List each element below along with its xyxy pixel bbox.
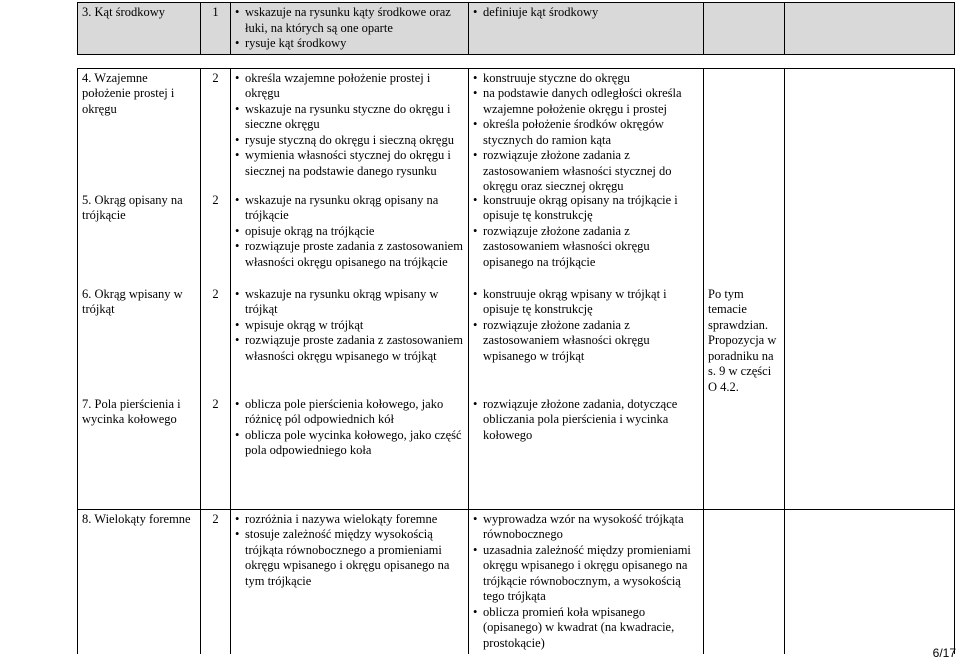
list-item: • rozwiązuje złożone zadania z zastosowaniem własności stycznej do okręgu oraz siecznej okręgu (473, 148, 699, 195)
curriculum-table (77, 2, 955, 654)
list-item: • na podstawie danych odległości określa wzajemne położenie okręgu i prostej (473, 86, 699, 117)
table-row (78, 68, 955, 509)
topic-cell: 3. Kąt środkowy (78, 3, 201, 55)
empty-cell (785, 68, 955, 509)
hours-text: 2 (212, 286, 219, 301)
list-item: • wymienia własności stycznej do okręgu i siecznej na podstawie danego rysunku (235, 148, 464, 179)
notes-cell (704, 3, 785, 55)
list-item: • opisuje okrąg na trójkącie (235, 224, 464, 240)
hours-cell (201, 68, 231, 509)
basic-requirements-cell (231, 68, 469, 509)
list-item: • wpisuje okrąg w trójkąt (235, 318, 464, 334)
list-item: • wskazuje na rysunku okrąg opisany na trójkącie (235, 193, 464, 224)
list-item: • wskazuje na rysunku kąty środkowe oraz łuki, na których są one oparte (235, 5, 464, 36)
list-item: • konstruuje styczne do okręgu (473, 71, 699, 87)
list-item: • rozwiązuje proste zadania z zastosowaniem własności okręgu opisanego na trójkącie (235, 239, 464, 270)
list-item: • oblicza pole wycinka kołowego, jako część pola odpowiedniego koła (235, 428, 464, 459)
table-row (78, 509, 955, 654)
topic-text: 7. Pola pierścienia i wycinka kołowego (82, 396, 181, 426)
list-item: • wyprowadza wzór na wysokość trójkąta równobocznego (473, 512, 699, 543)
hours-text: 2 (212, 70, 219, 85)
list-item: • konstruuje okrąg wpisany w trójkąt i opisuje tę konstrukcję (473, 287, 699, 318)
list-item: • określa wzajemne położenie prostej i okręgu (235, 71, 464, 102)
list-item: • wskazuje na rysunku styczne do okręgu i sieczne okręgu (235, 102, 464, 133)
list-item: • oblicza pole pierścienia kołowego, jako różnicę pól odpowiednich kół (235, 397, 464, 428)
list-item: • określa położenie środków okręgów stycznych do ramion kąta (473, 117, 699, 148)
list-item: • oblicza promień koła wpisanego (opisanego) w kwadrat (na kwadracie, prostokącie) (473, 605, 699, 652)
list-item: • rysuje styczną do okręgu i sieczną okręgu (235, 133, 464, 149)
list-item: • wskazuje na rysunku okrąg wpisany w trójkąt (235, 287, 464, 318)
basic-requirements-cell (231, 3, 469, 55)
list-item: • konstruuje okrąg opisany na trójkącie i opisuje tę konstrukcję (473, 193, 699, 224)
list-item: • rozwiązuje proste zadania z zastosowaniem własności okręgu wpisanego w trójkąt (235, 333, 464, 364)
hours-cell: 2 (201, 509, 231, 654)
topic-text: 5. Okrąg opisany na trójkącie (82, 192, 183, 222)
hours-text: 2 (212, 192, 219, 207)
empty-cell (785, 3, 955, 55)
notes-cell (704, 509, 785, 654)
topic-text: 6. Okrąg wpisany w trójkąt (82, 286, 183, 316)
list-item: • rozwiązuje złożone zadania, dotyczące obliczania pola pierścienia i wycinka kołowego (473, 397, 699, 444)
extended-requirements-cell (469, 3, 704, 55)
extended-requirements-cell (469, 68, 704, 509)
topic-cell: 8. Wielokąty foremne (78, 509, 201, 654)
hours-text: 2 (212, 396, 219, 411)
spacer-row (78, 54, 955, 68)
hours-cell: 1 (201, 3, 231, 55)
topics-cell (78, 68, 201, 509)
list-item: • rozwiązuje złożone zadania z zastosowaniem własności okręgu opisanego na trójkącie (473, 224, 699, 271)
list-item: • stosuje zależność między wysokością trójkąta równobocznego a promieniami okręgu wpisanego i okręgu opisanego na tym trójkącie (235, 527, 464, 589)
list-item: • uzasadnia zależność między promieniami okręgu wpisanego i okręgu opisanego na trójkącie równobocznym, a wysokością tego trójkąta (473, 543, 699, 605)
extended-requirements-cell (469, 509, 704, 654)
page-number: 6/17 (932, 646, 956, 660)
table-row (78, 3, 955, 55)
basic-requirements-cell (231, 509, 469, 654)
topic-text: 4. Wzajemne położenie prostej i okręgu (82, 70, 175, 116)
notes-cell (704, 68, 785, 509)
list-item: • rozwiązuje złożone zadania z zastosowaniem własności okręgu wpisanego w trójkąt (473, 318, 699, 365)
list-item: • rozróżnia i nazywa wielokąty foremne (235, 512, 464, 528)
list-item: • rysuje kąt środkowy (235, 36, 464, 52)
note-text: Po tym temacie sprawdzian. Propozycja w poradniku na s. 9 w części O 4.2. (708, 286, 777, 394)
list-item: • definiuje kąt środkowy (473, 5, 699, 21)
empty-cell (785, 509, 955, 654)
